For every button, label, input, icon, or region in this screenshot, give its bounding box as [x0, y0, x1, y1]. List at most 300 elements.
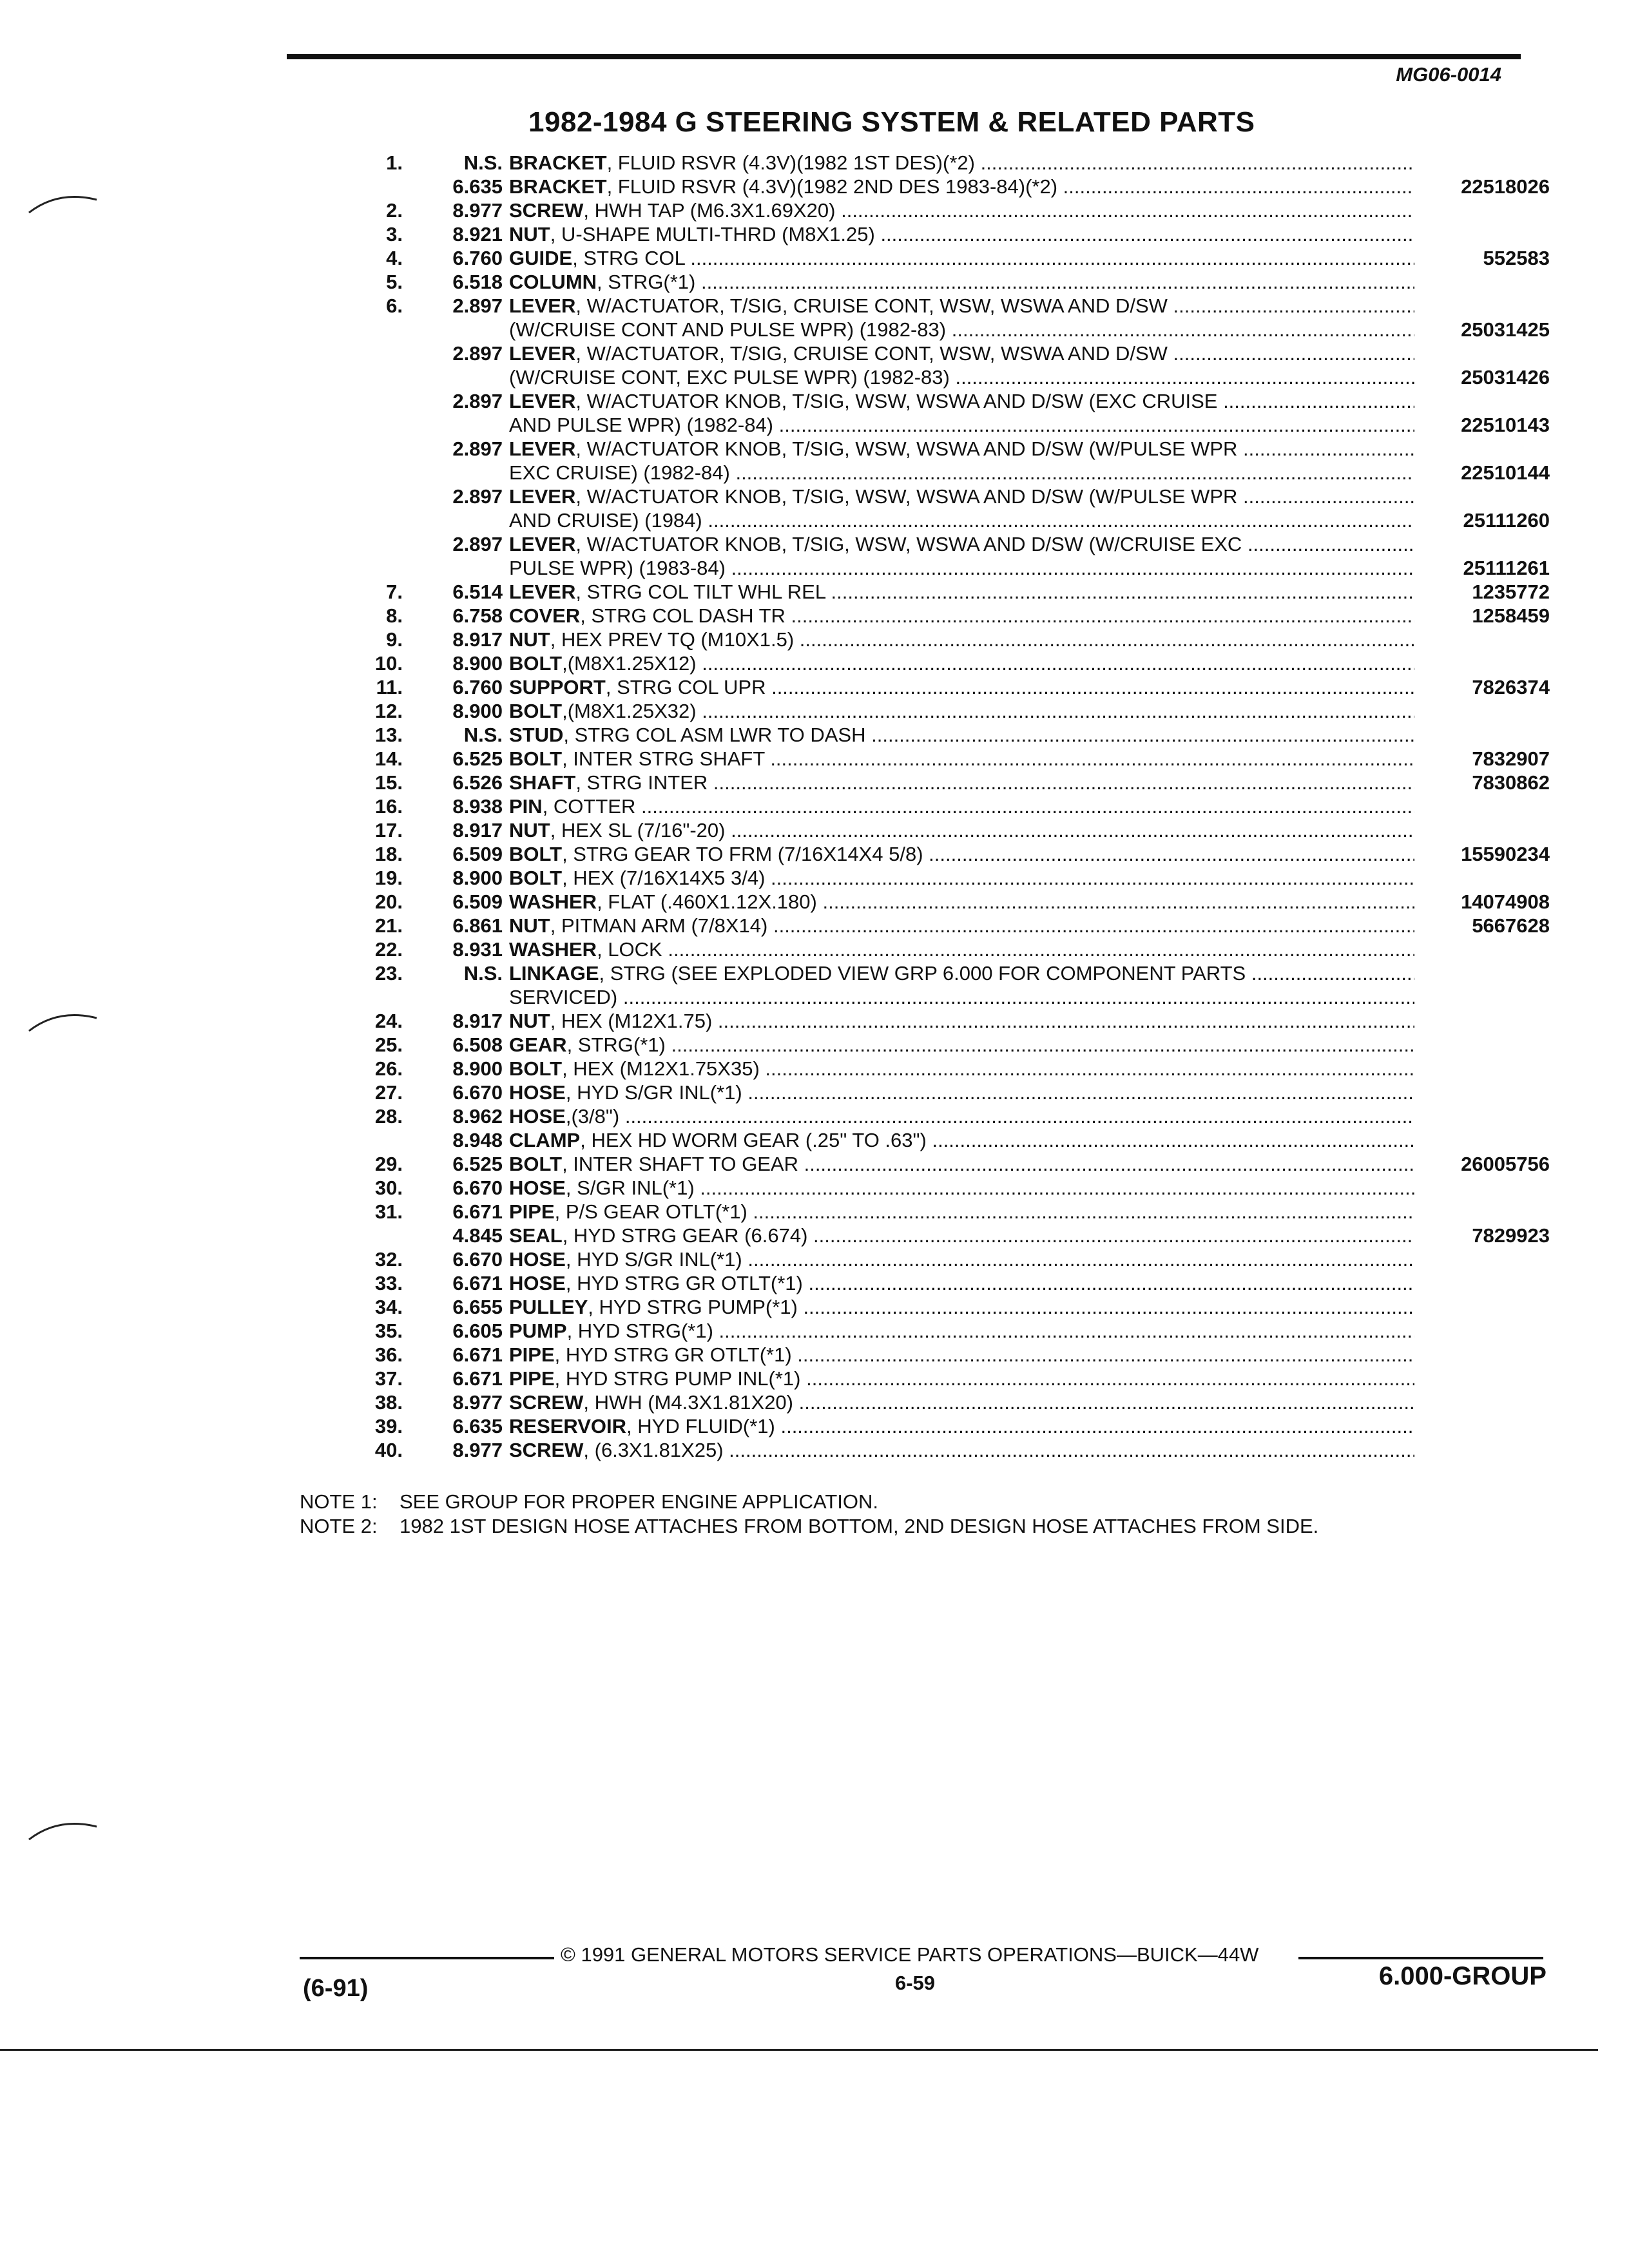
parts-list-row — [348, 1176, 1572, 1200]
part-detail: , HYD STRG GEAR (6.674) — [562, 1224, 808, 1247]
part-detail: , HYD FLUID(*1) — [626, 1415, 775, 1437]
group-number: 6.509 — [452, 843, 503, 865]
part-detail: , S/GR INL(*1) — [565, 1177, 695, 1199]
part-detail: EXC CRUISE) (1982-84) — [509, 461, 730, 484]
part-description — [509, 413, 1414, 437]
part-detail: , FLAT (.460X1.12X.180) — [597, 890, 817, 913]
part-detail: , HWH TAP (M6.3X1.69X20) — [583, 199, 836, 222]
parts-list-row — [348, 365, 1572, 389]
part-detail: PULSE WPR) (1983-84) — [509, 557, 726, 579]
group-number: 2.897 — [452, 342, 503, 365]
footer-rule-left — [300, 1957, 554, 1959]
notes — [300, 1490, 1318, 1539]
group-number: 6.525 — [452, 1153, 503, 1175]
part-detail: , STRG COL ASM LWR TO DASH — [563, 724, 866, 746]
part-name: SCREW — [509, 199, 584, 222]
part-detail: , LOCK — [597, 938, 662, 961]
part-description — [509, 914, 1414, 937]
part-detail: ,(M8X1.25X32) — [562, 700, 697, 722]
group-number: 8.900 — [452, 1057, 503, 1080]
item-number: 16. — [374, 795, 403, 818]
parts-list-row — [348, 1271, 1572, 1295]
part-detail: , HEX (M12X1.75X35) — [562, 1057, 760, 1080]
document-code: MG06-0014 — [1396, 63, 1501, 86]
parts-list-row — [348, 1033, 1572, 1057]
part-description — [509, 1152, 1414, 1176]
part-description — [509, 794, 1414, 818]
part-detail: , STRG COL — [572, 247, 685, 269]
part-description — [509, 1033, 1414, 1057]
part-detail: , W/ACTUATOR KNOB, T/SIG, WSW, WSWA AND D/SW (W/CRUISE EXC — [575, 533, 1242, 555]
part-number: 26005756 — [1461, 1153, 1550, 1175]
group-number: N.S. — [463, 962, 503, 985]
part-description — [509, 1438, 1414, 1462]
parts-list-row — [348, 485, 1572, 508]
parts-list-row — [348, 699, 1572, 723]
group-number: 8.948 — [452, 1129, 503, 1151]
group-number: 8.917 — [452, 628, 503, 651]
part-description — [509, 1414, 1414, 1438]
part-detail: , HEX PREV TQ (M10X1.5) — [550, 628, 795, 651]
part-name: LEVER — [509, 342, 576, 365]
part-name: SHAFT — [509, 771, 576, 794]
scan-mark-3 — [26, 1814, 103, 1852]
part-name: PIPE — [509, 1367, 555, 1390]
part-description — [509, 1057, 1414, 1081]
part-description — [509, 246, 1414, 270]
part-name: PIN — [509, 795, 543, 818]
scan-mark-2 — [26, 1005, 103, 1044]
group-number: 2.897 — [452, 437, 503, 460]
part-name: WASHER — [509, 890, 597, 913]
item-number: 37. — [374, 1367, 403, 1390]
part-name: BOLT — [509, 867, 563, 889]
parts-list-row — [348, 1295, 1572, 1319]
part-name: BOLT — [509, 700, 563, 722]
parts-list-row — [348, 222, 1572, 246]
part-detail: , U-SHAPE MULTI-THRD (M8X1.25) — [550, 223, 875, 245]
part-detail: AND CRUISE) (1984) — [509, 509, 702, 532]
group-number: 8.962 — [452, 1105, 503, 1128]
part-detail: , HYD STRG PUMP(*1) — [588, 1296, 798, 1318]
parts-list-row — [348, 794, 1572, 818]
parts-list-row — [348, 1104, 1572, 1128]
part-description — [509, 747, 1414, 771]
part-name: LEVER — [509, 437, 576, 460]
part-name: HOSE — [509, 1081, 566, 1104]
item-number: 29. — [374, 1153, 403, 1175]
part-detail: , HYD STRG GR OTLT(*1) — [554, 1343, 792, 1366]
item-number: 38. — [374, 1391, 403, 1414]
part-description — [509, 842, 1414, 866]
scan-mark-1 — [26, 187, 103, 226]
part-detail: , W/ACTUATOR, T/SIG, CRUISE CONT, WSW, WSWA AND D/SW — [575, 294, 1168, 317]
group-number: 8.931 — [452, 938, 503, 961]
part-detail: , STRG(*1) — [566, 1033, 666, 1056]
item-number: 10. — [374, 652, 403, 675]
part-description — [509, 1200, 1414, 1224]
note-label: NOTE 1: — [300, 1490, 378, 1513]
part-description — [509, 198, 1414, 222]
part-name: NUT — [509, 914, 550, 937]
part-name: BRACKET — [509, 175, 607, 198]
item-number: 13. — [374, 724, 403, 746]
part-name: LEVER — [509, 294, 576, 317]
parts-list-row — [348, 818, 1572, 842]
part-number: 25031426 — [1461, 366, 1550, 389]
parts-list-row — [348, 175, 1572, 198]
item-number: 14. — [374, 747, 403, 770]
page-number: 6-59 — [894, 1972, 936, 1994]
part-description — [509, 961, 1414, 985]
item-number: 3. — [386, 223, 403, 245]
part-description — [509, 294, 1414, 318]
parts-list-row — [348, 890, 1572, 914]
parts-list-row — [348, 914, 1572, 937]
part-description — [509, 1128, 1414, 1152]
part-number: 7832907 — [1472, 747, 1550, 770]
part-description — [509, 175, 1414, 198]
part-description — [509, 437, 1414, 461]
part-number: 552583 — [1483, 247, 1550, 269]
parts-list-row — [348, 437, 1572, 461]
item-number: 1. — [386, 151, 403, 174]
part-detail: , HYD S/GR INL(*1) — [565, 1081, 742, 1104]
part-detail: SERVICED) — [509, 986, 618, 1008]
group-number: 6.525 — [452, 747, 503, 770]
part-detail: , W/ACTUATOR KNOB, T/SIG, WSW, WSWA AND D/SW (W/PULSE WPR — [575, 437, 1238, 460]
part-detail: , HEX (7/16X14X5 3/4) — [562, 867, 766, 889]
parts-list-row — [348, 985, 1572, 1009]
part-detail: ,(M8X1.25X12) — [562, 652, 697, 675]
revision-date: (6-91) — [303, 1975, 369, 2002]
part-description — [509, 318, 1414, 341]
bottom-rule — [0, 2049, 1598, 2051]
parts-list-row — [348, 151, 1572, 175]
part-number: 25111260 — [1463, 509, 1550, 532]
note-text: SEE GROUP FOR PROPER ENGINE APPLICATION. — [400, 1490, 879, 1513]
part-detail: , W/ACTUATOR KNOB, T/SIG, WSW, WSWA AND D/SW (EXC CRUISE — [575, 390, 1218, 412]
parts-list-row — [348, 937, 1572, 961]
parts-list-row — [348, 270, 1572, 294]
part-number: 14074908 — [1461, 890, 1550, 913]
parts-list-row — [348, 198, 1572, 222]
part-detail: , W/ACTUATOR KNOB, T/SIG, WSW, WSWA AND D/SW (W/PULSE WPR — [575, 485, 1238, 508]
part-description — [509, 699, 1414, 723]
part-description — [509, 556, 1414, 580]
part-description — [509, 723, 1414, 747]
group-number: 8.921 — [452, 223, 503, 245]
item-number: 39. — [374, 1415, 403, 1437]
group-number: 2.897 — [452, 390, 503, 412]
parts-list-row — [348, 771, 1572, 794]
part-name: HOSE — [509, 1248, 566, 1271]
parts-list-row — [348, 604, 1572, 628]
parts-list-row — [348, 1200, 1572, 1224]
part-name: COVER — [509, 604, 581, 627]
parts-list-row — [348, 961, 1572, 985]
part-description — [509, 1271, 1414, 1295]
parts-list-row — [348, 1343, 1572, 1367]
part-description — [509, 628, 1414, 651]
item-number: 6. — [386, 294, 403, 317]
part-detail: , HYD S/GR INL(*1) — [565, 1248, 742, 1271]
part-detail: , FLUID RSVR (4.3V)(1982 2ND DES 1983-84)(*2) — [606, 175, 1058, 198]
group-number: N.S. — [463, 151, 503, 174]
part-name: LINKAGE — [509, 962, 599, 985]
item-number: 27. — [374, 1081, 403, 1104]
part-description — [509, 1224, 1414, 1247]
part-name: HOSE — [509, 1177, 566, 1199]
item-number: 8. — [386, 604, 403, 627]
part-name: PIPE — [509, 1343, 555, 1366]
part-name: BOLT — [509, 843, 563, 865]
part-description — [509, 389, 1414, 413]
note — [300, 1514, 1318, 1539]
parts-list-row — [348, 461, 1572, 485]
parts-list-row — [348, 389, 1572, 413]
part-description — [509, 866, 1414, 890]
group-number: 6.671 — [452, 1200, 503, 1223]
part-name: NUT — [509, 819, 550, 841]
part-name: NUT — [509, 1010, 550, 1032]
part-detail: , FLUID RSVR (4.3V)(1982 1ST DES)(*2) — [606, 151, 975, 174]
part-name: SCREW — [509, 1391, 584, 1414]
part-name: NUT — [509, 628, 550, 651]
copyright-line: © 1991 GENERAL MOTORS SERVICE PARTS OPERATIONS—BUICK—44W — [561, 1943, 1259, 1966]
part-number: 22510143 — [1461, 414, 1550, 436]
part-name: GEAR — [509, 1033, 567, 1056]
note — [300, 1490, 1318, 1514]
part-name: STUD — [509, 724, 564, 746]
group-number: 6.526 — [452, 771, 503, 794]
parts-list-row — [348, 1319, 1572, 1343]
parts-list-row — [348, 723, 1572, 747]
part-number: 1258459 — [1472, 604, 1550, 627]
part-detail: , (6.3X1.81X25) — [583, 1439, 724, 1461]
item-number: 19. — [374, 867, 403, 889]
parts-list-row — [348, 1057, 1572, 1081]
item-number: 7. — [386, 581, 403, 603]
part-description — [509, 604, 1414, 628]
group-number: 2.897 — [452, 533, 503, 555]
group-number: 8.900 — [452, 700, 503, 722]
part-detail: (W/CRUISE CONT AND PULSE WPR) (1982-83) — [509, 318, 947, 341]
part-description — [509, 818, 1414, 842]
item-number: 31. — [374, 1200, 403, 1223]
part-description — [509, 1176, 1414, 1200]
part-number: 1235772 — [1472, 581, 1550, 603]
part-detail: , HYD STRG GR OTLT(*1) — [565, 1272, 803, 1294]
group-number: 6.605 — [452, 1320, 503, 1342]
part-number: 7829923 — [1472, 1224, 1550, 1247]
group-code: 6.000-GROUP — [1378, 1962, 1547, 1990]
item-number: 17. — [374, 819, 403, 841]
part-description — [509, 365, 1414, 389]
part-name: WASHER — [509, 938, 597, 961]
parts-list-row — [348, 1009, 1572, 1033]
part-name: BOLT — [509, 747, 563, 770]
group-number: 6.758 — [452, 604, 503, 627]
item-number: 4. — [386, 247, 403, 269]
group-number: 6.861 — [452, 914, 503, 937]
part-description — [509, 151, 1414, 175]
group-number: N.S. — [463, 724, 503, 746]
parts-list-row — [348, 1367, 1572, 1390]
group-number: 8.900 — [452, 652, 503, 675]
parts-list-row — [348, 556, 1572, 580]
part-name: SCREW — [509, 1439, 584, 1461]
part-name: BRACKET — [509, 151, 607, 174]
parts-list-row — [348, 580, 1572, 604]
item-number: 26. — [374, 1057, 403, 1080]
parts-list-row — [348, 246, 1572, 270]
part-detail: , HEX (M12X1.75) — [550, 1010, 713, 1032]
group-number: 6.670 — [452, 1081, 503, 1104]
group-number: 6.518 — [452, 271, 503, 293]
group-number: 8.977 — [452, 1439, 503, 1461]
part-name: SUPPORT — [509, 676, 606, 698]
part-number: 15590234 — [1461, 843, 1550, 865]
part-description — [509, 580, 1414, 604]
part-detail: (W/CRUISE CONT, EXC PULSE WPR) (1982-83) — [509, 366, 950, 389]
part-detail: , STRG COL TILT WHL REL — [575, 581, 825, 603]
group-number: 2.897 — [452, 485, 503, 508]
parts-list-row — [348, 1128, 1572, 1152]
item-number: 24. — [374, 1010, 403, 1032]
part-detail: , STRG (SEE EXPLODED VIEW GRP 6.000 FOR COMPONENT PARTS — [599, 962, 1246, 985]
part-description — [509, 1319, 1414, 1343]
parts-list-row — [348, 413, 1572, 437]
item-number: 12. — [374, 700, 403, 722]
part-name: NUT — [509, 223, 550, 245]
note-text: 1982 1ST DESIGN HOSE ATTACHES FROM BOTTOM, 2ND DESIGN HOSE ATTACHES FROM SIDE. — [400, 1515, 1319, 1537]
footer-rule-right — [1298, 1957, 1543, 1959]
parts-list-row — [348, 508, 1572, 532]
item-number: 40. — [374, 1439, 403, 1461]
part-description — [509, 937, 1414, 961]
part-name: COLUMN — [509, 271, 597, 293]
parts-list-row — [348, 318, 1572, 341]
part-detail: , STRG GEAR TO FRM (7/16X14X4 5/8) — [562, 843, 923, 865]
part-description — [509, 771, 1414, 794]
group-number: 6.655 — [452, 1296, 503, 1318]
item-number: 21. — [374, 914, 403, 937]
parts-list-row — [348, 628, 1572, 651]
part-name: BOLT — [509, 1153, 563, 1175]
group-number: 6.509 — [452, 890, 503, 913]
item-number: 22. — [374, 938, 403, 961]
parts-list-row — [348, 1152, 1572, 1176]
item-number: 35. — [374, 1320, 403, 1342]
part-name: PIPE — [509, 1200, 555, 1223]
part-detail: , HEX SL (7/16"-20) — [550, 819, 726, 841]
part-number: 7830862 — [1472, 771, 1550, 794]
parts-list-row — [348, 294, 1572, 318]
part-detail: ,(3/8") — [565, 1105, 620, 1128]
part-detail: , STRG INTER — [575, 771, 708, 794]
page-title: 1982-1984 G STEERING SYSTEM & RELATED PARTS — [528, 106, 1255, 138]
part-detail: , STRG COL UPR — [605, 676, 766, 698]
part-name: LEVER — [509, 390, 576, 412]
part-detail: , STRG COL DASH TR — [580, 604, 786, 627]
group-number: 6.671 — [452, 1343, 503, 1366]
part-description — [509, 890, 1414, 914]
parts-list-row — [348, 866, 1572, 890]
part-description — [509, 485, 1414, 508]
part-detail: , COTTER — [542, 795, 636, 818]
part-name: BOLT — [509, 652, 563, 675]
part-detail: , PITMAN ARM (7/8X14) — [550, 914, 768, 937]
part-description — [509, 985, 1414, 1009]
group-number: 6.635 — [452, 1415, 503, 1437]
item-number: 23. — [374, 962, 403, 985]
parts-list-row — [348, 1414, 1572, 1438]
part-description — [509, 341, 1414, 365]
parts-list-row — [348, 1438, 1572, 1462]
group-number: 6.670 — [452, 1248, 503, 1271]
item-number: 18. — [374, 843, 403, 865]
part-detail: , HWH (M4.3X1.81X20) — [583, 1391, 793, 1414]
part-detail: , HYD STRG PUMP INL(*1) — [554, 1367, 801, 1390]
group-number: 6.760 — [452, 676, 503, 698]
part-description — [509, 1247, 1414, 1271]
part-name: RESERVOIR — [509, 1415, 627, 1437]
part-description — [509, 222, 1414, 246]
group-number: 6.635 — [452, 175, 503, 198]
part-number: 22518026 — [1461, 175, 1550, 198]
part-description — [509, 1390, 1414, 1414]
part-number: 25111261 — [1463, 557, 1550, 579]
group-number: 8.977 — [452, 1391, 503, 1414]
part-name: LEVER — [509, 581, 576, 603]
parts-list-row — [348, 675, 1572, 699]
group-number: 6.508 — [452, 1033, 503, 1056]
group-number: 4.845 — [452, 1224, 503, 1247]
item-number: 5. — [386, 271, 403, 293]
part-description — [509, 532, 1414, 556]
part-description — [509, 1081, 1414, 1104]
part-name: PUMP — [509, 1320, 567, 1342]
group-number: 6.514 — [452, 581, 503, 603]
part-name: BOLT — [509, 1057, 563, 1080]
part-name: CLAMP — [509, 1129, 581, 1151]
item-number: 25. — [374, 1033, 403, 1056]
group-number: 6.671 — [452, 1272, 503, 1294]
part-detail: , W/ACTUATOR, T/SIG, CRUISE CONT, WSW, WSWA AND D/SW — [575, 342, 1168, 365]
part-description — [509, 1009, 1414, 1033]
group-number: 6.670 — [452, 1177, 503, 1199]
part-detail: AND PULSE WPR) (1982-84) — [509, 414, 774, 436]
item-number: 28. — [374, 1105, 403, 1128]
header-rule — [287, 54, 1521, 59]
group-number: 8.917 — [452, 819, 503, 841]
parts-list-row — [348, 1247, 1572, 1271]
part-description — [509, 461, 1414, 485]
part-description — [509, 1343, 1414, 1367]
part-name: SEAL — [509, 1224, 563, 1247]
group-number: 8.938 — [452, 795, 503, 818]
item-number: 36. — [374, 1343, 403, 1366]
item-number: 30. — [374, 1177, 403, 1199]
item-number: 2. — [386, 199, 403, 222]
parts-list-row — [348, 1224, 1572, 1247]
parts-list-row — [348, 842, 1572, 866]
parts-list-row — [348, 651, 1572, 675]
item-number: 9. — [386, 628, 403, 651]
part-name: LEVER — [509, 485, 576, 508]
part-number: 5667628 — [1472, 914, 1550, 937]
